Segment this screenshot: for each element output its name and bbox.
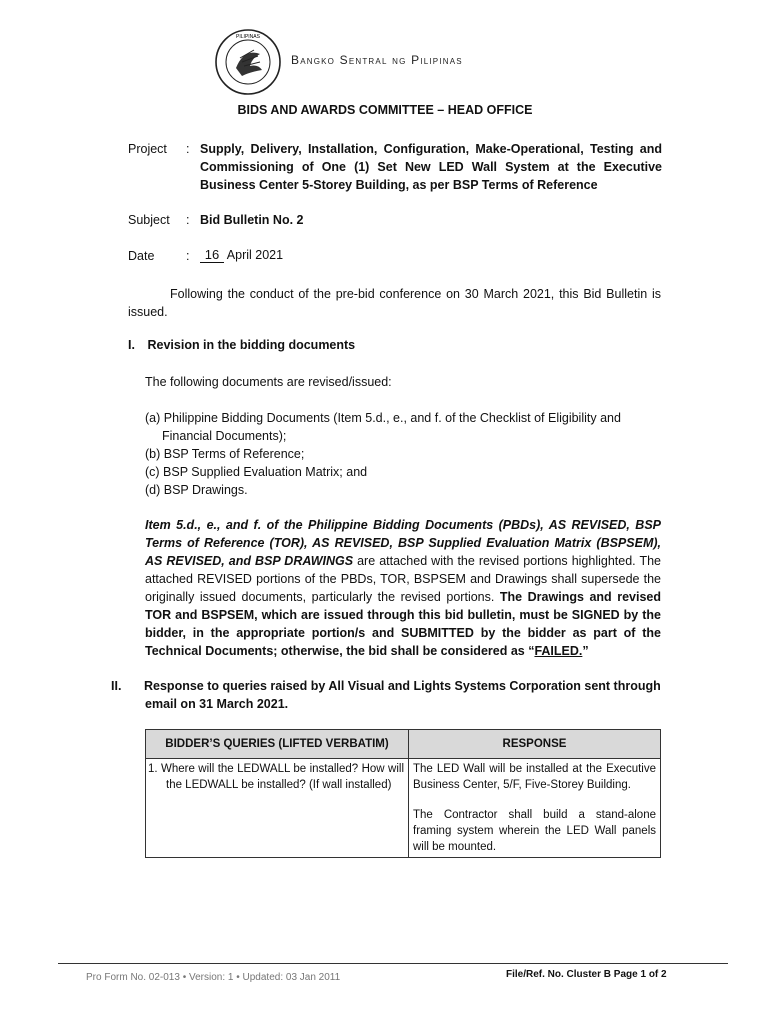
failed-text: FAILED. <box>534 644 583 658</box>
table-header-queries: BIDDER’S QUERIES (LIFTED VERBATIM) <box>146 730 409 759</box>
intro-paragraph: Following the conduct of the pre-bid conference on 30 March 2021, this Bid Bulletin is issued. <box>128 287 661 319</box>
subject-label: Subject <box>128 213 170 227</box>
section-1-title: Revision in the bidding documents <box>147 338 356 352</box>
table-row <box>146 759 661 858</box>
subject-value: Bid Bulletin No. 2 <box>200 213 304 227</box>
subject-colon: : <box>186 213 190 227</box>
table-header-response: RESPONSE <box>409 730 661 759</box>
response-text: The Contractor shall build a stand-alone framing system wherein the LED Wall panels will be mounted. <box>413 809 656 853</box>
revision-end-text: ” <box>582 644 589 658</box>
section-1-heading <box>128 338 355 352</box>
committee-title: BIDS AND AWARDS COMMITTEE – HEAD OFFICE <box>237 103 533 117</box>
table-header-row <box>146 730 661 759</box>
date-rest: April 2021 <box>226 248 284 262</box>
list-item: (c) BSP Supplied Evaluation Matrix; and <box>145 465 368 479</box>
date-label: Date <box>128 249 155 263</box>
revision-paragraph <box>145 516 661 660</box>
section-1-num: I. <box>128 338 135 352</box>
footer-divider <box>58 963 728 964</box>
date-day: 16 <box>200 247 224 263</box>
revision-italic-text: Item 5.d., e., and f. of the Philippine Bidding Documents (PBDs), AS REVISED, BSP Terms of Reference (TOR), AS REVISED, BSP Supplied Evaluation Matrix (BSPSEM), AS REVISED, and BSP DRAWINGS <box>145 518 661 568</box>
date-colon: : <box>186 249 190 263</box>
list-item: (a) Philippine Bidding Documents (Item 5.d., e., and f. of the Checklist of Eligibility and Financial Documents); <box>145 411 621 443</box>
queries-table <box>145 729 661 858</box>
footer-form-info: Pro Form No. 02-013 • Version: 1 • Updated: 03 Jan 2011 <box>86 972 341 983</box>
footer-page-ref: File/Ref. No. Cluster B Page 1 of 2 <box>506 969 667 980</box>
bank-name: Bangko Sentral ng Pilipinas <box>291 53 463 67</box>
response-text: The LED Wall will be installed at the Executive Business Center, 5/F, Five-Storey Building. <box>413 763 656 791</box>
project-value: Supply, Delivery, Installation, Configuration, Make-Operational, Testing and Commissioning of One (1) Set New LED Wall System at the Executive Business Center 5-Storey Building, as per BSP Terms of Reference <box>200 142 662 192</box>
revision-normal-text: are attached with the revised portions highlighted. The attached REVISED portions of the PBDs, TOR, BSPSEM and Drawings shall supersede the originally issued documents, particularly the revised portions. <box>145 554 661 604</box>
response-cell <box>409 759 661 858</box>
list-item: (d) BSP Drawings. <box>145 483 248 497</box>
section-2-title: Response to queries raised by All Visual and Lights Systems Corporation sent through email on 31 March 2021. <box>144 679 661 711</box>
section-1-lead: The following documents are revised/issued: <box>145 375 392 389</box>
section-2-num: II. <box>111 679 122 693</box>
section-2-heading <box>111 677 661 713</box>
project-colon: : <box>186 142 190 156</box>
revision-bold-text: The Drawings and revised TOR and BSPSEM, which are issued through this bid bulletin, must be SIGNED by the bidder, in the appropriate portion/s and SUBMITTED by the bidder as part of the Technical Documents; otherwise, the bid shall be considered as “ <box>145 590 661 658</box>
query-cell: 1. Where will the LEDWALL be installed? How will the LEDWALL be installed? (If wall installed) <box>146 759 409 858</box>
project-label: Project <box>128 142 167 156</box>
date-value <box>200 247 283 263</box>
bsp-seal-logo <box>214 28 282 96</box>
svg-text:PILIPINAS: PILIPINAS <box>236 34 260 40</box>
list-item: (b) BSP Terms of Reference; <box>145 447 305 461</box>
